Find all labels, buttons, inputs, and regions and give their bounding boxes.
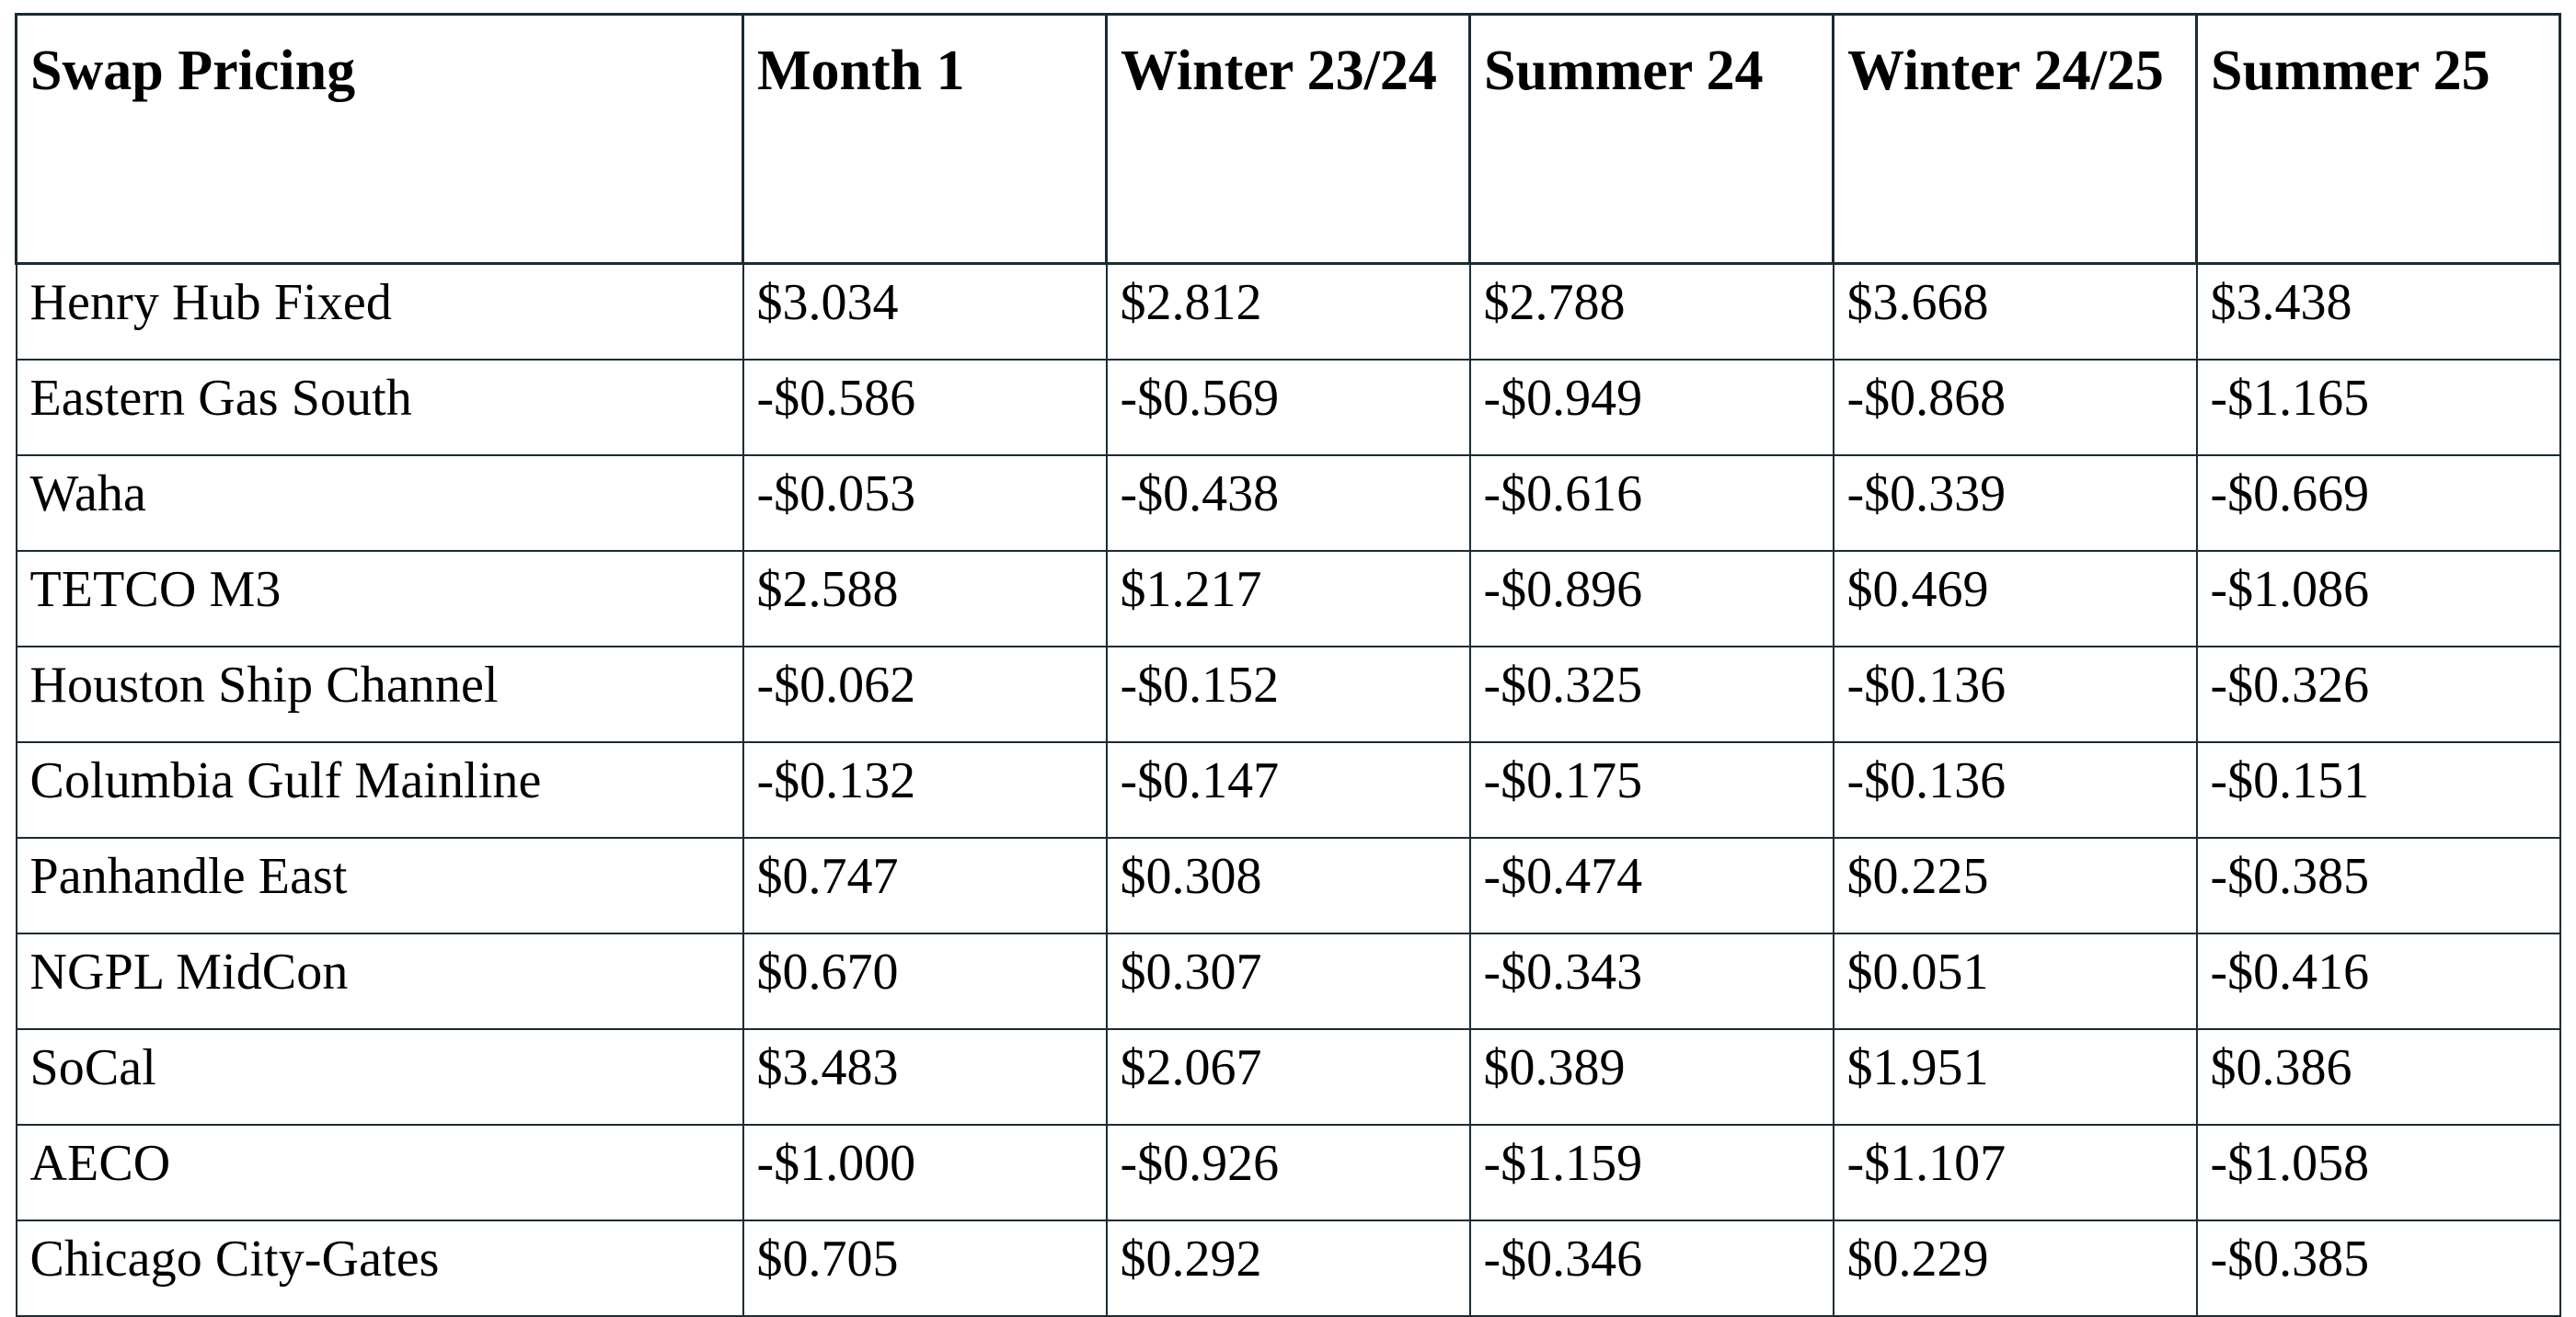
column-header-winter-24-25 [1834,15,2197,264]
column-header-month-1 [743,15,1107,264]
cell-winter-23-24: $2.812 [1107,264,1470,361]
table-row [17,838,2560,933]
cell-month-1: -$0.586 [743,360,1107,455]
table-body [17,264,2560,1317]
table-row [17,1125,2560,1220]
cell-winter-23-24: -$0.569 [1107,360,1470,455]
cell-summer-24: -$0.346 [1470,1220,1834,1316]
row-label: NGPL MidCon [17,933,743,1029]
cell-winter-23-24: $0.307 [1107,933,1470,1029]
cell-month-1: $0.747 [743,838,1107,933]
cell-winter-24-25: $1.951 [1834,1029,2197,1125]
cell-winter-24-25: -$0.136 [1834,647,2197,742]
cell-month-1: $0.670 [743,933,1107,1029]
cell-month-1: $2.588 [743,551,1107,647]
row-label: AECO [17,1125,743,1220]
table-row [17,360,2560,455]
cell-winter-23-24: $0.292 [1107,1220,1470,1316]
cell-winter-23-24: -$0.147 [1107,742,1470,838]
column-header-label: Summer 24 [1484,40,1764,102]
cell-summer-25: -$0.385 [2197,1220,2560,1316]
cell-summer-25: $3.438 [2197,264,2560,361]
cell-summer-25: -$1.165 [2197,360,2560,455]
cell-winter-23-24: $2.067 [1107,1029,1470,1125]
table-row [17,933,2560,1029]
table-row [17,1220,2560,1316]
table-row [17,742,2560,838]
row-label: Eastern Gas South [17,360,743,455]
cell-summer-24: -$0.474 [1470,838,1834,933]
row-label: Columbia Gulf Mainline [17,742,743,838]
table-row [17,455,2560,551]
cell-summer-25: -$0.326 [2197,647,2560,742]
cell-summer-24: $0.389 [1470,1029,1834,1125]
cell-summer-24: -$0.616 [1470,455,1834,551]
table-header [17,15,2560,264]
cell-winter-24-25: -$0.339 [1834,455,2197,551]
cell-winter-23-24: $1.217 [1107,551,1470,647]
table-row [17,647,2560,742]
cell-summer-25: -$0.416 [2197,933,2560,1029]
cell-summer-25: -$0.385 [2197,838,2560,933]
row-label: Chicago City-Gates [17,1220,743,1316]
table-row [17,1029,2560,1125]
row-label: Houston Ship Channel [17,647,743,742]
cell-summer-25: -$1.086 [2197,551,2560,647]
column-header-summer-24 [1470,15,1834,264]
cell-winter-24-25: -$0.868 [1834,360,2197,455]
cell-summer-24: -$0.896 [1470,551,1834,647]
table-row [17,551,2560,647]
table-row [17,264,2560,361]
cell-summer-24: -$0.325 [1470,647,1834,742]
column-header-label: Swap Pricing [30,40,356,102]
cell-summer-24: $2.788 [1470,264,1834,361]
row-label: Panhandle East [17,838,743,933]
cell-winter-24-25: -$0.136 [1834,742,2197,838]
cell-summer-25: -$1.058 [2197,1125,2560,1220]
cell-month-1: $0.705 [743,1220,1107,1316]
cell-month-1: -$1.000 [743,1125,1107,1220]
row-label: Henry Hub Fixed [17,264,743,361]
cell-summer-24: -$0.949 [1470,360,1834,455]
cell-winter-24-25: $0.051 [1834,933,2197,1029]
cell-summer-25: -$0.669 [2197,455,2560,551]
cell-winter-24-25: $0.225 [1834,838,2197,933]
column-header-label: Summer 25 [2211,40,2490,102]
cell-winter-23-24: $0.308 [1107,838,1470,933]
cell-summer-24: -$0.343 [1470,933,1834,1029]
cell-month-1: $3.483 [743,1029,1107,1125]
cell-summer-24: -$0.175 [1470,742,1834,838]
column-header-swap-pricing [17,15,743,264]
cell-summer-25: $0.386 [2197,1029,2560,1125]
cell-winter-24-25: $3.668 [1834,264,2197,361]
cell-winter-23-24: -$0.438 [1107,455,1470,551]
cell-winter-23-24: -$0.926 [1107,1125,1470,1220]
cell-month-1: -$0.132 [743,742,1107,838]
cell-winter-24-25: $0.469 [1834,551,2197,647]
cell-summer-25: -$0.151 [2197,742,2560,838]
header-row [17,15,2560,264]
row-label: SoCal [17,1029,743,1125]
column-header-summer-25 [2197,15,2560,264]
cell-month-1: -$0.053 [743,455,1107,551]
cell-month-1: -$0.062 [743,647,1107,742]
column-header-label: Month 1 [757,40,965,102]
cell-month-1: $3.034 [743,264,1107,361]
cell-winter-24-25: $0.229 [1834,1220,2197,1316]
column-header-label: Winter 23/24 [1121,40,1437,102]
column-header-winter-23-24 [1107,15,1470,264]
column-header-label: Winter 24/25 [1847,40,2164,102]
row-label: Waha [17,455,743,551]
row-label: TETCO M3 [17,551,743,647]
cell-summer-24: -$1.159 [1470,1125,1834,1220]
cell-winter-23-24: -$0.152 [1107,647,1470,742]
cell-winter-24-25: -$1.107 [1834,1125,2197,1220]
swap-pricing-table [15,13,2561,1317]
